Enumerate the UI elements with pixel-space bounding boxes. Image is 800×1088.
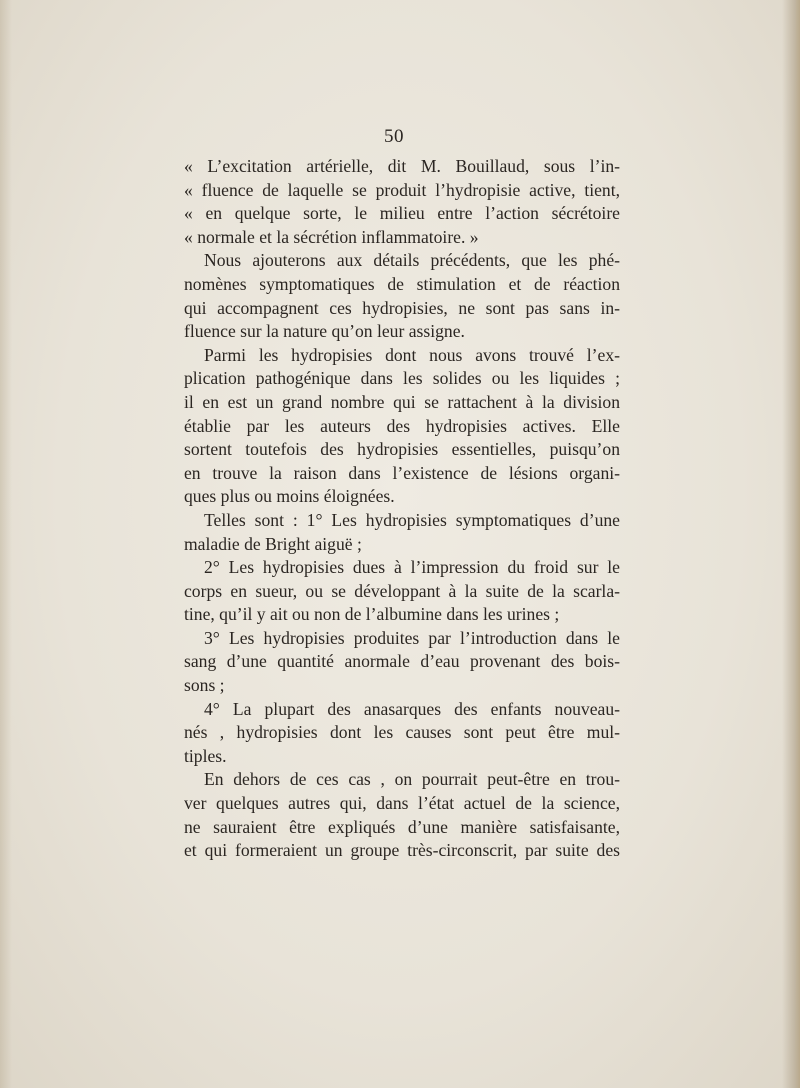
quote-paragraph	[184, 155, 620, 249]
body-text	[184, 155, 620, 863]
text-line: sang d’une quantité anormale d’eau provenant des bois-	[184, 651, 620, 672]
page-left-shadow	[0, 0, 12, 1088]
text-line: « L’excitation artérielle, dit M. Bouillaud, sous l’in-	[184, 156, 620, 176]
text-line: tine, qu’il y ait ou non de l’albumine dans les urines ;	[184, 604, 560, 625]
text-line: fluence sur la nature qu’on leur assigne.	[184, 321, 465, 342]
text-line: En dehors de ces cas , on pourrait peut-être en trou-	[204, 769, 620, 790]
text-line: qui accompagnent ces hydropisies, ne sont pas sans in-	[184, 297, 620, 318]
text-line: en trouve la raison dans l’existence de lésions organi-	[184, 462, 620, 483]
paragraph	[184, 344, 620, 509]
paragraph	[184, 249, 620, 343]
page-number: 50	[384, 126, 404, 147]
paragraph	[184, 627, 620, 698]
text-line: ver quelques autres qui, dans l’état actuel de la science,	[184, 793, 620, 814]
text-line: tiples.	[184, 745, 227, 766]
text-line: « en quelque sorte, le milieu entre l’action sécrétoire	[184, 203, 620, 224]
text-line: établie par les auteurs des hydropisies actives. Elle	[184, 415, 620, 436]
text-line: 4° La plupart des anasarques des enfants nouveau-	[204, 698, 620, 719]
text-line: Telles sont : 1° Les hydropisies symptomatiques d’une	[204, 509, 620, 530]
paragraph	[184, 698, 620, 769]
text-line: nés , hydropisies dont les causes sont peut être mul-	[184, 722, 620, 743]
page-right-edge	[782, 0, 800, 1088]
paragraph	[184, 768, 620, 862]
text-line: 3° Les hydropisies produites par l’introduction dans le	[204, 627, 620, 648]
text-line: ne sauraient être expliqués d’une manière satisfaisante,	[184, 816, 620, 837]
text-line: et qui formeraient un groupe très-circonscrit, par suite des	[184, 840, 620, 861]
text-line: ques plus ou moins éloignées.	[184, 486, 395, 507]
text-line: « normale et la sécrétion inflammatoire. »	[184, 226, 479, 247]
paragraph	[184, 509, 620, 556]
text-line: nomènes symptomatiques de stimulation et de réaction	[184, 273, 620, 294]
paragraph	[184, 556, 620, 627]
text-line: 2° Les hydropisies dues à l’impression du froid sur le	[204, 557, 620, 578]
text-line: sons ;	[184, 675, 225, 696]
text-line: « fluence de laquelle se produit l’hydropisie active, tient,	[184, 179, 620, 200]
text-line: Parmi les hydropisies dont nous avons trouvé l’ex-	[204, 344, 620, 365]
text-line: sortent toutefois des hydropisies essentielles, puisqu’on	[184, 439, 620, 460]
text-line: il en est un grand nombre qui se rattachent à la division	[184, 391, 620, 412]
text-line: maladie de Bright aiguë ;	[184, 533, 362, 554]
text-line: plication pathogénique dans les solides ou les liquides ;	[184, 368, 620, 389]
text-line: corps en sueur, ou se développant à la suite de la scarla-	[184, 580, 620, 601]
text-line: Nous ajouterons aux détails précédents, que les phé-	[204, 250, 620, 271]
